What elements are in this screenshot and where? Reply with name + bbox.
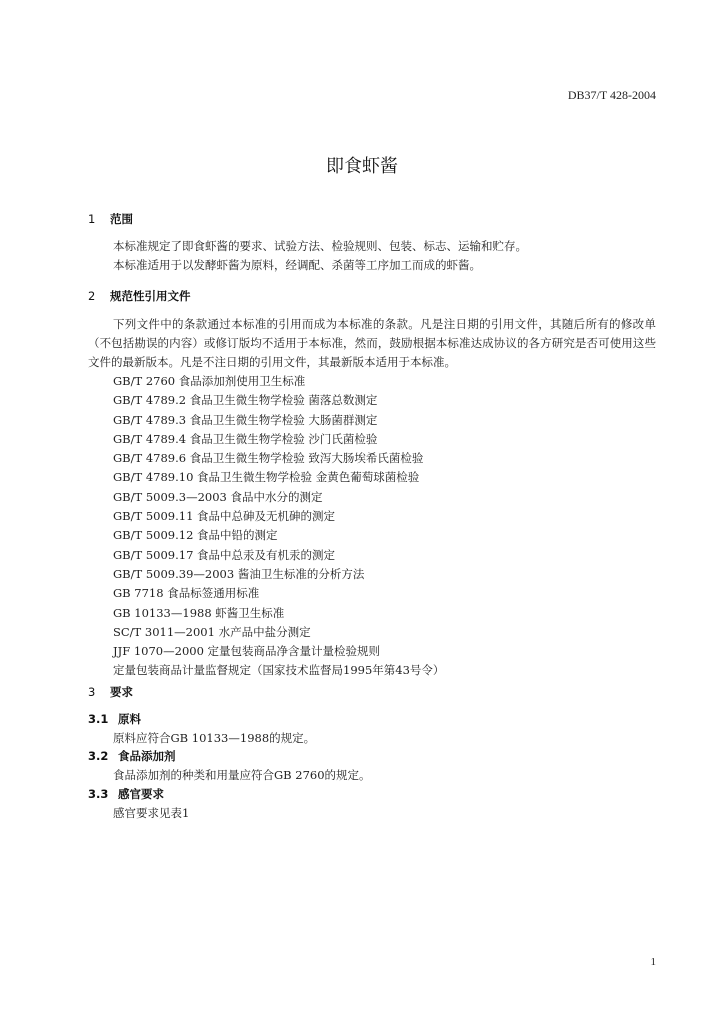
section-2-intro: 下列文件中的条款通过本标准的引用而成为本标准的条款。凡是注日期的引用文件，其随后所有的修改单（不包括勘误的内容）或修订版均不适用于本标准，然而，鼓励根据本标准达成协议的各方研究是否可使用这些文件的最新版本。凡是不注日期的引用文件，其最新版本适用于本标准。 bbox=[88, 317, 656, 369]
reference-item: JJF 1070—2000 定量包装商品净含量计量检验规则 bbox=[113, 644, 381, 659]
section-1-number: 1 bbox=[88, 212, 96, 226]
section-3-3-text: 感官要求见表1 bbox=[113, 806, 190, 820]
section-1-line-1: 本标准规定了即食虾酱的要求、试验方法、检验规则、包装、标志、运输和贮存。 bbox=[113, 239, 527, 253]
section-3-3-heading bbox=[88, 786, 164, 802]
section-3-1-number: 3.1 bbox=[88, 712, 109, 726]
reference-item: GB/T 4789.6 食品卫生微生物学检验 致泻大肠埃希氏菌检验 bbox=[113, 451, 424, 466]
document-title: 即食虾酱 bbox=[326, 156, 398, 177]
section-3-title: 要求 bbox=[110, 685, 133, 699]
section-3-2-text: 食品添加剂的种类和用量应符合GB 2760的规定。 bbox=[113, 768, 371, 782]
reference-item: GB 7718 食品标签通用标准 bbox=[113, 586, 260, 601]
section-3-1-text: 原料应符合GB 10133—1988的规定。 bbox=[113, 731, 316, 745]
section-3-2-title: 食品添加剂 bbox=[118, 749, 176, 763]
reference-item: GB/T 5009.3—2003 食品中水分的测定 bbox=[113, 489, 323, 504]
section-2-title: 规范性引用文件 bbox=[110, 289, 191, 303]
section-3-3-number: 3.3 bbox=[88, 787, 109, 801]
document-code: DB37/T 428-2004 bbox=[567, 88, 656, 102]
section-1-title: 范围 bbox=[110, 212, 133, 226]
section-2-heading bbox=[88, 288, 191, 304]
reference-item: GB/T 5009.12 食品中铅的测定 bbox=[113, 528, 278, 543]
reference-item: GB/T 4789.4 食品卫生微生物学检验 沙门氏菌检验 bbox=[113, 431, 378, 446]
reference-item: SC/T 3011—2001 水产品中盐分测定 bbox=[113, 624, 311, 639]
page-number: 1 bbox=[650, 956, 656, 968]
section-2-number: 2 bbox=[88, 289, 96, 303]
reference-item: GB/T 4789.3 食品卫生微生物学检验 大肠菌群测定 bbox=[113, 412, 378, 427]
section-3-1-title: 原料 bbox=[118, 712, 141, 726]
reference-item: GB/T 4789.10 食品卫生微生物学检验 金黄色葡萄球菌检验 bbox=[113, 470, 420, 485]
reference-item: 定量包装商品计量监督规定（国家技术监督局1995年第43号令） bbox=[113, 663, 445, 678]
section-3-3-title: 感官要求 bbox=[118, 787, 164, 801]
reference-item: GB/T 2760 食品添加剂使用卫生标准 bbox=[113, 374, 306, 388]
reference-item: GB 10133—1988 虾酱卫生标准 bbox=[113, 605, 285, 620]
reference-item: GB/T 4789.2 食品卫生微生物学检验 菌落总数测定 bbox=[113, 393, 378, 408]
section-1-line-2: 本标准适用于以发酵虾酱为原料，经调配、杀菌等工序加工而成的虾酱。 bbox=[113, 258, 481, 272]
section-1-heading bbox=[88, 211, 133, 227]
section-3-2-number: 3.2 bbox=[88, 749, 109, 763]
section-3-heading bbox=[88, 684, 133, 700]
section-3-1-heading bbox=[88, 711, 141, 727]
reference-list bbox=[113, 372, 444, 681]
reference-item: GB/T 5009.17 食品中总汞及有机汞的测定 bbox=[113, 547, 336, 562]
section-3-2-heading bbox=[88, 748, 176, 764]
section-3-number: 3 bbox=[88, 685, 96, 699]
reference-item: GB/T 5009.11 食品中总砷及无机砷的测定 bbox=[113, 509, 336, 524]
reference-item: GB/T 5009.39—2003 酱油卫生标准的分析方法 bbox=[113, 566, 365, 581]
